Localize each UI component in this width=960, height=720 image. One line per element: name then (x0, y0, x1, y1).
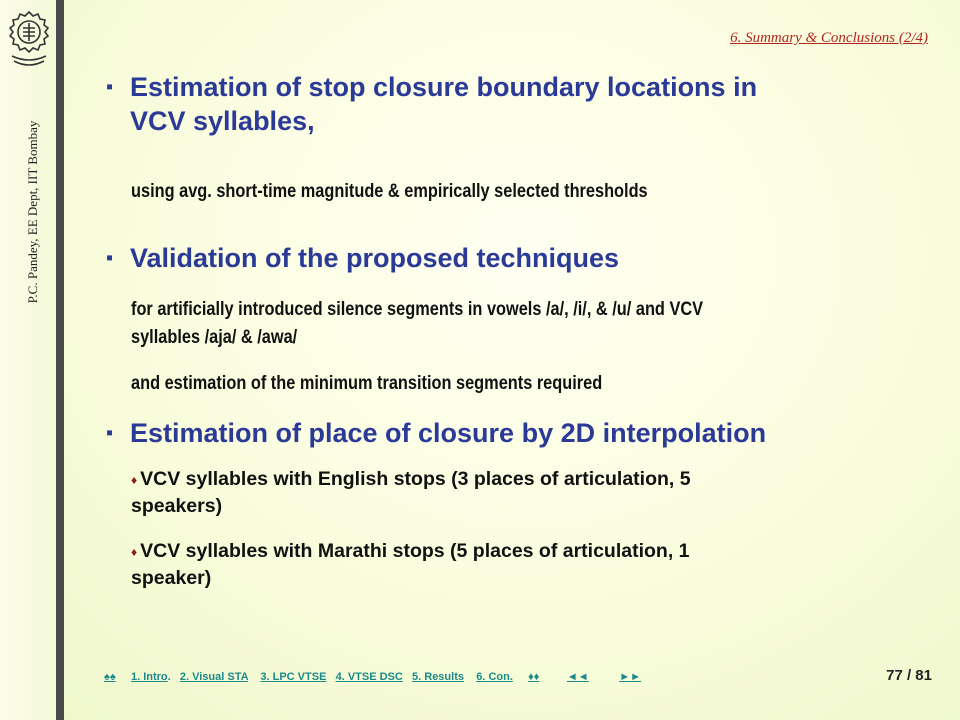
square-bullet-icon: ▪ (106, 247, 114, 269)
item2-line2: speaker) (131, 567, 212, 589)
list-item-english-stops (131, 466, 851, 519)
page-number: 77 / 81 (886, 667, 932, 684)
bullet3-text: Estimation of place of closure by 2D interpolation (130, 418, 767, 448)
slide-navigation: ♠♠ 1. Intro. 2. Visual STA 3. LPC VTSE 4. VTSE DSC 5. Results 6. Con. ♦♦ ◄◄ ►► (104, 671, 642, 683)
iit-bombay-logo (4, 6, 54, 84)
diamond-bullet-icon: ♦ (131, 545, 138, 559)
bullet-stop-closure (106, 70, 757, 138)
nav-first-link[interactable]: ♠♠ (104, 671, 116, 683)
nav-next-icon[interactable]: ►► (619, 671, 642, 683)
nav-prev-icon[interactable]: ◄◄ (566, 671, 589, 683)
bullet1-text-line1: Estimation of stop closure boundary locations in (130, 72, 758, 102)
nav-intro-link[interactable]: 1. Intro (130, 671, 168, 683)
bullet-place-of-closure (106, 416, 766, 450)
section-title[interactable]: 6. Summary & Conclusions (2/4) (730, 30, 928, 46)
item1-line1: VCV syllables with English stops (3 places of articulation, 5 (140, 468, 691, 490)
institution-vertical-text: P.C. Pandey, EE Dept, IIT Bombay (25, 120, 40, 304)
nav-lpc-vtse-link[interactable]: 3. LPC VTSE (260, 671, 327, 683)
list-item-marathi-stops (131, 538, 851, 591)
nav-visual-sta-link[interactable]: 2. Visual STA (179, 671, 249, 683)
nav-last-link[interactable]: ♦♦ (528, 671, 540, 683)
square-bullet-icon: ▪ (106, 422, 114, 444)
item2-line1: VCV syllables with Marathi stops (5 places of articulation, 1 (140, 540, 690, 562)
bullet1-subtext: using avg. short-time magnitude & empirically selected thresholds (131, 181, 648, 202)
sidebar-divider (56, 0, 64, 720)
bullet1-text-line2: VCV syllables, (130, 106, 315, 136)
bullet2-sub1-line1: for artificially introduced silence segments in vowels /a/, /i/, & /u/ and VCV (131, 299, 704, 320)
bullet2-subtext-2: and estimation of the minimum transition segments required (131, 373, 603, 394)
item1-line2: speakers) (131, 495, 223, 517)
diamond-bullet-icon: ♦ (131, 473, 138, 487)
bullet-validation (106, 241, 619, 275)
nav-vtse-dsc-link[interactable]: 4. VTSE DSC (335, 671, 403, 683)
nav-results-link[interactable]: 5. Results (412, 671, 464, 683)
bullet2-text: Validation of the proposed techniques (130, 243, 620, 273)
bullet2-sub1-line2: syllables /aja/ & /awa/ (131, 327, 298, 348)
square-bullet-icon: ▪ (106, 76, 114, 98)
bullet2-subtext-1 (131, 296, 896, 352)
nav-conclusions-link[interactable]: 6. Con. (476, 671, 513, 683)
